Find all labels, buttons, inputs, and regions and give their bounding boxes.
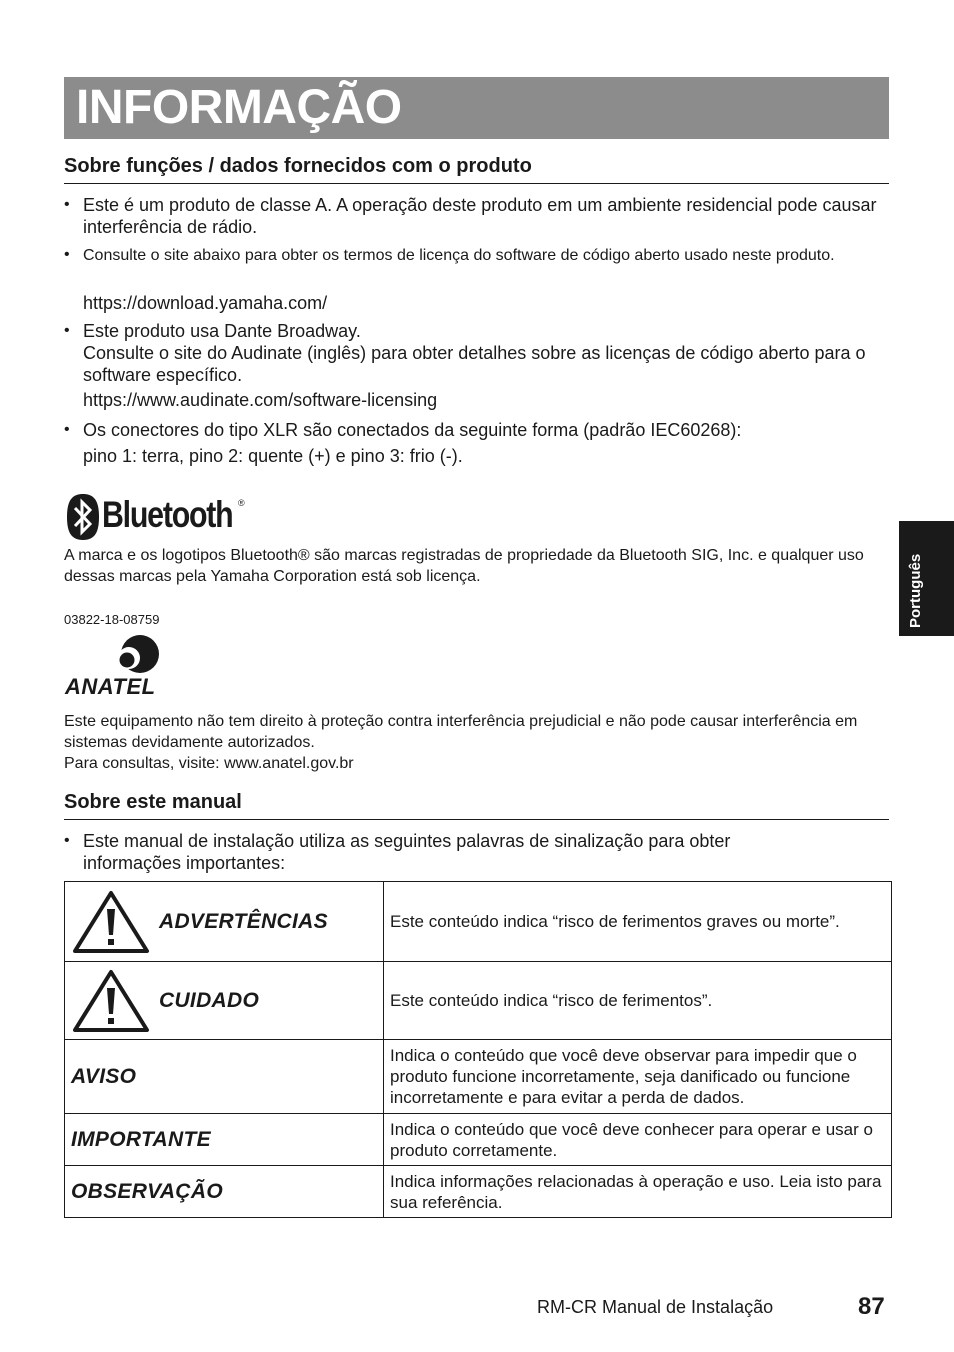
section-heading-manual: Sobre este manual	[64, 791, 889, 820]
signal-label: OBSERVAÇÃO	[71, 1179, 223, 1203]
signal-word-table	[64, 881, 892, 1218]
list-item: Este produto usa Dante Broadway.	[83, 321, 361, 341]
table-row	[65, 882, 892, 962]
title-bar	[64, 77, 889, 139]
table-row	[65, 1166, 892, 1218]
bluetooth-icon	[66, 494, 100, 540]
anatel-code: 03822-18-08759	[64, 612, 160, 627]
download-link[interactable]: https://download.yamaha.com/	[83, 293, 328, 313]
signal-label: AVISO	[71, 1064, 137, 1088]
list-item-detail: pino 1: terra, pino 2: quente (+) e pino 3: frio (-).	[83, 446, 463, 466]
list-item-detail: Consulte o site do Audinate (inglês) para obter detalhes sobre as licenças de código aberto para o software específico.	[83, 343, 866, 385]
table-row	[65, 1040, 892, 1114]
anatel-logo	[64, 634, 164, 698]
audinate-link[interactable]: https://www.audinate.com/software-licensing	[83, 390, 438, 410]
anatel-emblem-icon	[64, 634, 164, 676]
signal-label-cell	[65, 962, 384, 1040]
page-number: 87	[858, 1293, 885, 1320]
signal-label: CUIDADO	[159, 988, 260, 1012]
warning-triangle-icon	[71, 968, 151, 1034]
signal-description: Este conteúdo indica “risco de ferimentos”.	[384, 962, 892, 1040]
anatel-wordmark: ANATEL	[65, 674, 156, 699]
bluetooth-wordmark: Bluetooth	[102, 494, 233, 535]
signal-label: IMPORTANTE	[71, 1127, 211, 1151]
page-title: INFORMAÇÃO	[76, 81, 402, 134]
warning-triangle-icon	[71, 889, 151, 955]
bullet: •	[64, 421, 70, 438]
bluetooth-notice: A marca e os logotipos Bluetooth® são marcas registradas de propriedade da Bluetooth SIG, Inc. e qualquer uso dessas marcas pela Yamaha Corporation está sob licença.	[64, 547, 864, 585]
signal-description: Este conteúdo indica “risco de ferimentos graves ou morte”.	[384, 882, 892, 962]
list-item: Este é um produto de classe A. A operação deste produto em um ambiente residencial pode causar interferência de rádio.	[83, 195, 877, 237]
language-tab	[899, 521, 954, 636]
table-row	[65, 1114, 892, 1166]
anatel-notice: Este equipamento não tem direito à proteção contra interferência prejudicial e não pode causar interferência em sistemas devidamente autorizados.	[64, 713, 858, 751]
list-item: Consulte o site abaixo para obter os termos de licença do software de código aberto usado neste produto.	[83, 247, 835, 264]
signal-description: Indica informações relacionadas à operação e uso. Leia isto para sua referência.	[384, 1166, 892, 1218]
signal-label-cell	[65, 1166, 384, 1218]
bullet: •	[64, 246, 70, 263]
signal-description: Indica o conteúdo que você deve conhecer para operar e usar o produto corretamente.	[384, 1114, 892, 1166]
signal-label-cell	[65, 882, 384, 962]
list-item: Os conectores do tipo XLR são conectados da seguinte forma (padrão IEC60268):	[83, 420, 742, 440]
signal-label-cell	[65, 1114, 384, 1166]
bullet: •	[64, 196, 70, 213]
section-heading-functions: Sobre funções / dados fornecidos com o produto	[64, 155, 889, 184]
footer-manual-name: RM-CR Manual de Instalação	[537, 1297, 774, 1317]
bluetooth-logo	[66, 494, 256, 542]
signal-label-cell	[65, 1040, 384, 1114]
signal-description: Indica o conteúdo que você deve observar para impedir que o produto funcione incorretamente, seja danificado ou funcione incorretamente e para evitar a perda de dados.	[384, 1040, 892, 1114]
manual-intro: Este manual de instalação utiliza as seguintes palavras de sinalização para obter informações importantes:	[83, 831, 731, 873]
anatel-consult: Para consultas, visite: www.anatel.gov.br	[64, 755, 354, 772]
registered-mark: ®	[238, 498, 245, 508]
bullet: •	[64, 832, 70, 849]
signal-label: ADVERTÊNCIAS	[159, 909, 328, 933]
language-tab-label: Português	[907, 553, 924, 628]
table-row	[65, 962, 892, 1040]
bullet: •	[64, 322, 70, 339]
